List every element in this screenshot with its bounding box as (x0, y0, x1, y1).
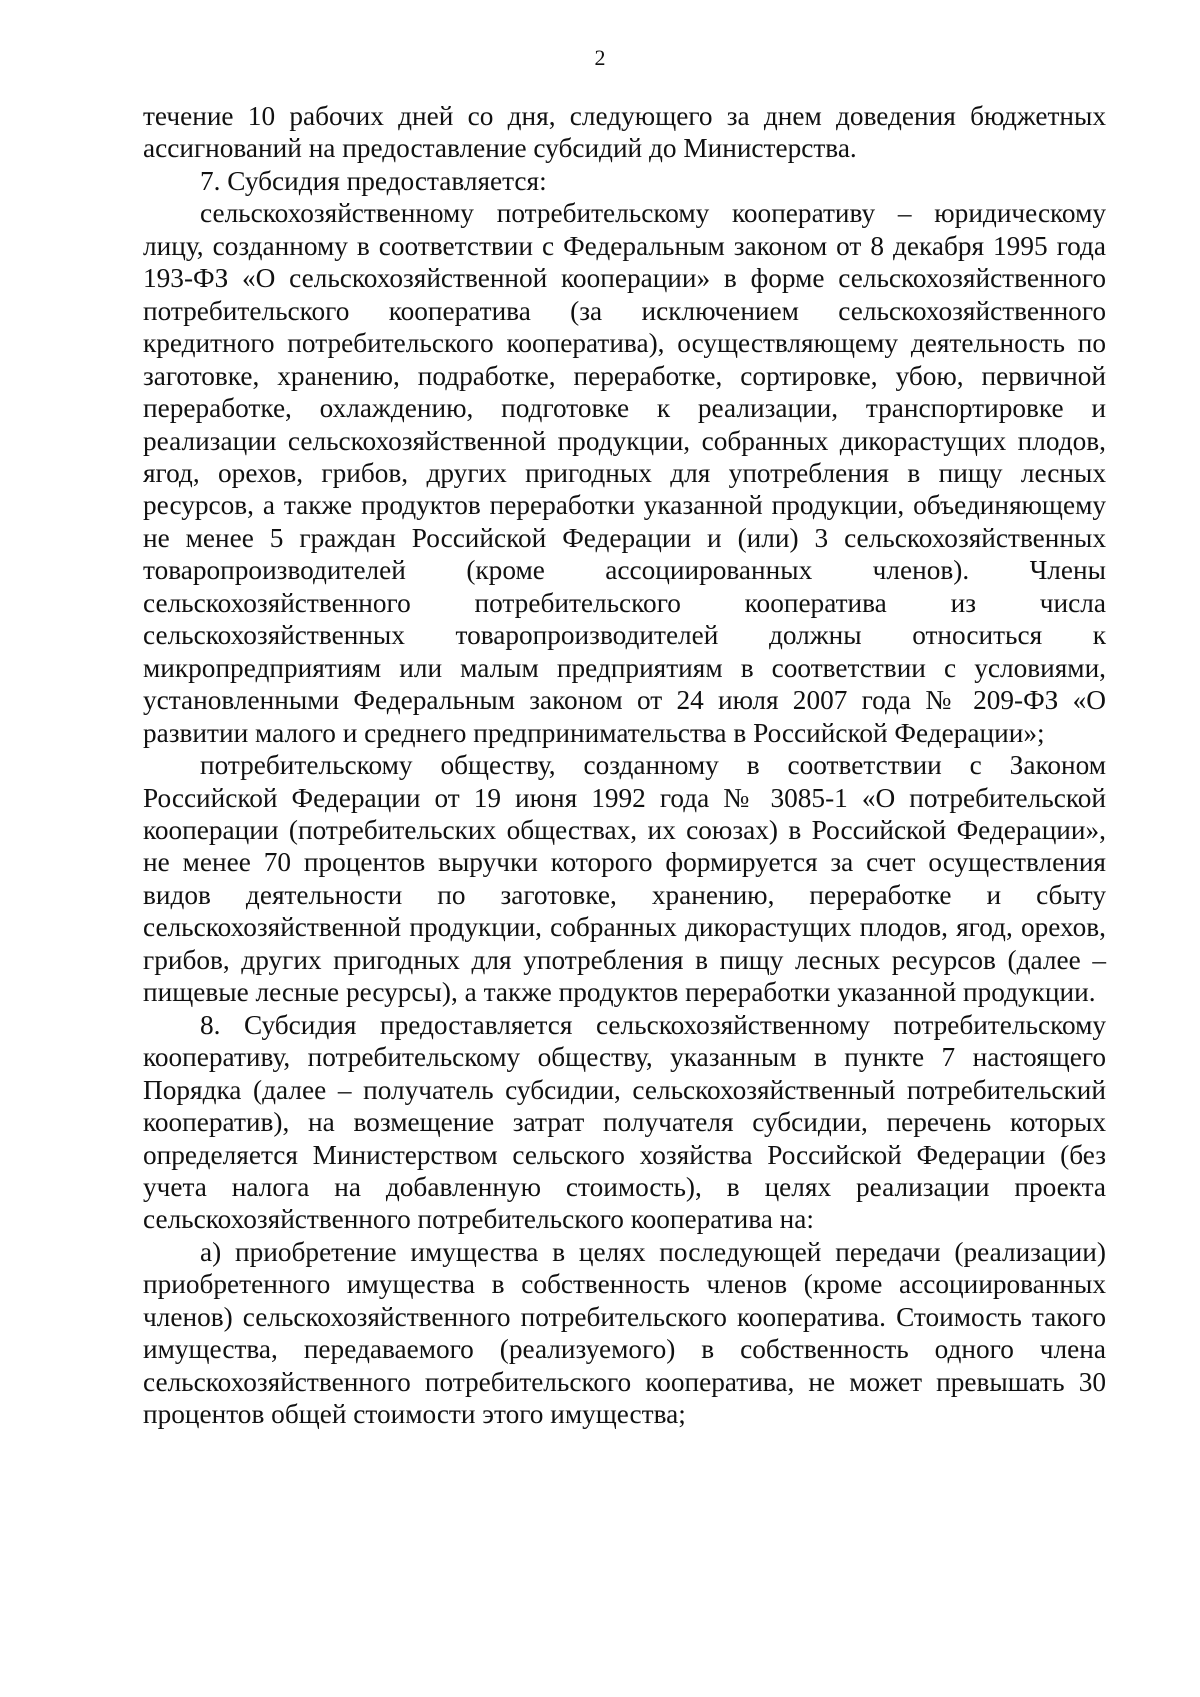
document-body (143, 100, 1106, 1431)
paragraph-consumer-society: потребительскому обществу, созданному в соответствии с Законом Российской Федерации от 19 июня 1992 года № 3085-1 «О потребительской кооперации (потребительских обществах, их союзах) в Российской Федерации», не менее 70 процентов выручки которого формируется за счет осуществления видов деятельности по заготовке, хранению, переработке и сбыту сельскохозяйственной продукции, собранных дикорастущих плодов, ягод, орехов, грибов, других пригодных для употребления в пищу лесных ресурсов (далее – пищевые лесные ресурсы), а также продуктов переработки указанной продукции. (143, 750, 1106, 1008)
page-number: 2 (594, 45, 606, 70)
paragraph-item-7-heading: 7. Субсидия предоставляется: (200, 165, 547, 196)
paragraph-item-8: 8. Субсидия предоставляется сельскохозяйственному потребительскому кооперативу, потребительскому обществу, указанным в пункте 7 настоящего Порядка (далее – получатель субсидии, сельскохозяйственный потребительский кооператив), на возмещение затрат получателя субсидии, перечень которых определяется Министерством сельского хозяйства Российской Федерации (без учета налога на добавленную стоимость), в целях реализации проекта сельскохозяйственного потребительского кооператива на: (143, 1009, 1106, 1235)
paragraph-subitem-a: а) приобретение имущества в целях последующей передачи (реализации) приобретенного имущества в собственность членов (кроме ассоциированных членов) сельскохозяйственного потребительского кооператива. Стоимость такого имущества, передаваемого (реализуемого) в собственность одного члена сельскохозяйственного потребительского кооператива, не может превышать 30 процентов общей стоимости этого имущества; (143, 1236, 1106, 1430)
paragraph-continuation: течение 10 рабочих дней со дня, следующего за днем доведения бюджетных ассигнований на предоставление субсидий до Министерства. (143, 101, 1106, 164)
paragraph-agricultural-cooperative: сельскохозяйственному потребительскому кооперативу – юридическому лицу, созданному в соответствии с Федеральным законом от 8 декабря 1995 года 193-ФЗ «О сельскохозяйственной кооперации» в форме сельскохозяйственного потребительского кооператива (за исключением сельскохозяйственного кредитного потребительского кооператива), осуществляющему деятельность по заготовке, хранению, подработке, переработке, сортировке, убою, первичной переработке, охлаждению, подготовке к реализации, транспортировке и реализации сельскохозяйственной продукции, собранных дикорастущих плодов, ягод, орехов, грибов, других пригодных для употребления в пищу лесных ресурсов, а также продуктов переработки указанной продукции, объединяющему не менее 5 граждан Российской Федерации и (или) 3 сельскохозяйственных товаропроизводителей (кроме ассоциированных членов). Члены сельскохозяйственного потребительского кооператива из числа сельскохозяйственных товаропроизводителей должны относиться к микропредприятиям или малым предприятиям в соответствии с условиями, установленными Федеральным законом от 24 июля 2007 года № 209-ФЗ «О развитии малого и среднего предпринимательства в Российской Федерации»; (143, 198, 1106, 748)
